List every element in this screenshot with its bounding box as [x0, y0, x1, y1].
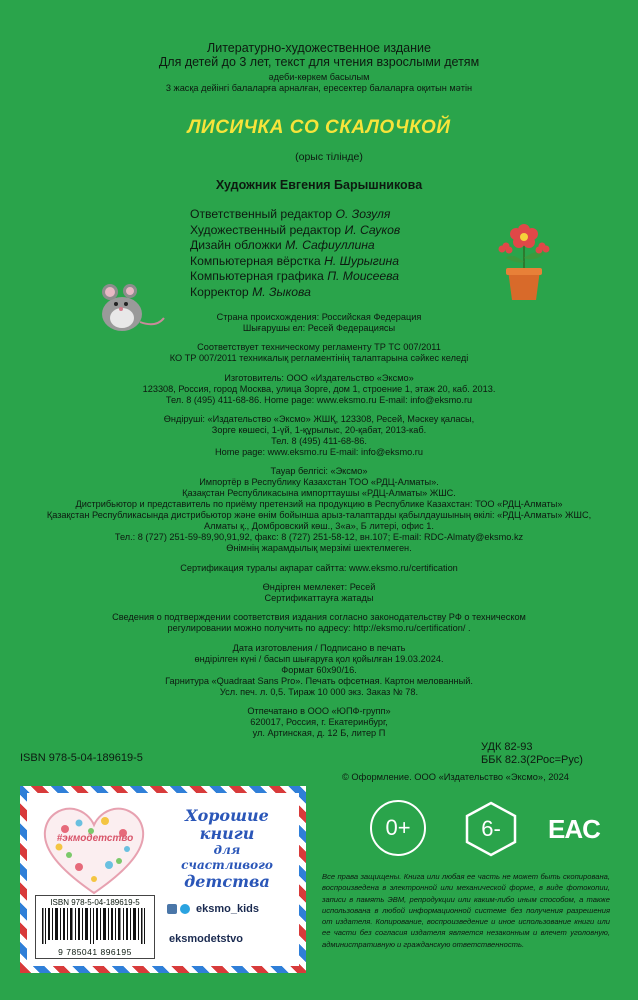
language-note: (орыс тілінде): [295, 151, 363, 163]
book-title: ЛИСИЧКА СО СКАЛОЧКОЙ: [187, 117, 451, 138]
telegram-icon: [180, 904, 190, 914]
importer-line: Импортёр в Республику Казахстан ТОО «РДЦ-Алматы».: [199, 477, 439, 487]
barcode-number: 9 785041 896195: [58, 947, 132, 957]
credit-row: Ответственный редактор О. Зозуля: [190, 207, 391, 221]
certification-info: Сертификация туралы ақпарат сайтта: www.eksmo.ru/certification: [180, 563, 458, 573]
manufacturer-kz-address: Зорге көшесі, 1-үй, 1-құрылыс, 20-қабат, 2013-каб.: [211, 425, 427, 435]
bbk-code: ББК 82.3(2Рос=Рус): [481, 754, 583, 766]
print-run-info: Усл. печ. л. 0,5. Тираж 10 000 экз. Заказ № 78.: [219, 687, 419, 697]
age-note-kz: 3 жасқа дейінгі балаларға арналған, ересектер балаларға оқитын мәтін: [165, 83, 473, 93]
barcode: [35, 895, 155, 959]
edition-type-kz: әдеби-көркем басылым: [268, 72, 370, 82]
slogan-line: для счастливого: [181, 843, 273, 872]
regulation-line: Соответствует техническому регламенту ТР ТС 007/2011: [197, 342, 441, 352]
origin-country-kz: Шығарушы ел: Ресей Федерациясы: [242, 323, 396, 333]
barcode-isbn: ISBN 978-5-04-189619-5: [50, 898, 140, 907]
printer-city: 620017, Россия, г. Екатеринбург,: [250, 717, 388, 727]
age-rating-badge: [370, 800, 426, 856]
credit-row: Компьютерная графика П. Моисеева: [190, 269, 400, 283]
distributor-contacts: Тел.: 8 (727) 251-59-89,90,91,92, факс: 8 (727) 251-58-12, вн.107; E-mail: RDC-Almaty@eksmo.kz: [114, 532, 524, 542]
slogan: [167, 807, 287, 891]
manufacturer-address: 123308, Россия, город Москва, улица Зорге, дом 1, строение 1, этаж 20, каб. 2013.: [142, 384, 496, 394]
regulation-line-kz: КО ТР 007/2011 техникалық регламентінің талаптарына сәйкес келеді: [169, 353, 469, 363]
origin-country: Страна происхождения: Российская Федерация: [216, 312, 422, 322]
barcode-bars: [42, 908, 146, 944]
edition-type: Литературно-художественное издание: [207, 41, 431, 55]
udk-code: УДК 82-93: [481, 741, 533, 753]
rights-notice: Все права защищены. Книга или любая ее часть не может быть скопирована, воспроизведена в электронной или механической форме, в виде фотокопии, записи в память ЭВМ, репродукции или каким-либо иным способом, а также использована в любой информационной системе без получения разрешения от издателя. Копирование, воспроизведение и иное использование книги или ее части без согласия издателя является незаконным и влечет уголовную, административную и гражданскую ответственность.: [322, 872, 610, 949]
vk-icon: [167, 904, 177, 914]
distributor-address: Алматы қ., Домбровский көш., 3«а», Б литері, офис 1.: [204, 521, 434, 531]
format-info: Формат 60x90/16.: [281, 665, 357, 675]
credits-list: [190, 207, 450, 300]
manufacturer-kz-phone: Тел. 8 (495) 411-68-86.: [271, 436, 367, 446]
hashtag-label: #экмодетство: [56, 833, 134, 844]
slogan-line: Хорошие: [185, 806, 269, 825]
social-links: [167, 903, 259, 915]
age-note: Для детей до 3 лет, текст для чтения взрослыми детям: [158, 55, 480, 69]
print-date: өндірілген күні / басып шығаруға қол қойылған 19.03.2024.: [194, 654, 444, 664]
printer-name: Отпечатано в ООО «ЮПФ-групп»: [247, 706, 391, 716]
heart-illustration: [39, 803, 149, 898]
distributor-line-kz: Қазақстан Республикасында дистрибьютор және өнім бойынша арыз-талаптарды қабылдаушының өкілі: «РДЦ-Алматы» ЖШС,: [46, 510, 592, 520]
slogan-line: детства: [184, 872, 270, 891]
credit-row: Компьютерная вёрстка Н. Шурыгина: [190, 253, 399, 268]
manufacturer-kz-line: Өндіруші: «Издательство «Эксмо» ЖШҚ, 123308, Ресей, Мәскеу қаласы,: [163, 414, 475, 424]
credit-row: Дизайн обложки М. Сафиуллина: [190, 238, 375, 252]
shelf-life-note: Өнімнің жарамдылық мерзімі шектелмеген.: [226, 543, 412, 553]
manufacturer-line: Изготовитель: ООО «Издательство «Эксмо»: [224, 373, 414, 383]
age-rating-text: 0+: [385, 815, 411, 840]
promo-envelope: [20, 786, 306, 973]
credit-row: Корректор М. Зыкова: [190, 284, 311, 299]
credit-row: Художественный редактор И. Сауков: [190, 222, 401, 237]
certification-required: Сертификаттауға жатады: [264, 593, 374, 603]
print-date-label: Дата изготовления / Подписано в печать: [232, 643, 406, 653]
copyright-note: © Оформление. ООО «Издательство «Эксмо», 2024: [342, 772, 569, 782]
importer-line-kz: Қазақстан Республикасына импорттаушы «РДЦ-Алматы» ЖШС.: [182, 488, 456, 498]
age-limit-text: 6-: [481, 816, 501, 841]
printer-street: ул. Артинская, д. 12 Б, литер П: [252, 728, 386, 738]
manufacturer-kz-web: Home page: www.eksmo.ru E-mail: info@eksmo.ru: [215, 447, 423, 457]
isbn-number: ISBN 978-5-04-189619-5: [20, 752, 143, 764]
conformity-url: регулировании можно получить по адресу: http://eksmo.ru/certification/ .: [167, 623, 471, 633]
distributor-line: Дистрибьютор и представитель по приёму претензий на продукцию в Республике Казахстан: ТОО «РДЦ-Алматы»: [75, 499, 563, 509]
age-limit-badge: [462, 800, 520, 858]
slogan-line: книги: [199, 824, 255, 843]
artist-credit: Художник Евгения Барышникова: [215, 178, 423, 192]
site-name: eksmodetstvo: [169, 933, 243, 945]
flower-pot-illustration: [494, 212, 554, 304]
produced-country: Өндірген мемлекет: Ресей: [262, 582, 376, 592]
eac-mark: [545, 800, 603, 858]
classification-codes: [481, 741, 583, 767]
conformity-info: Сведения о подтверждении соответствия издания согласно законодательству РФ о техническом: [112, 612, 526, 622]
social-handle: eksmo_kids: [196, 903, 259, 915]
manufacturer-contacts: Тел. 8 (495) 411-68-86. Home page: www.eksmo.ru E-mail: info@eksmo.ru: [165, 395, 473, 405]
typeface-info: Гарнитура «Quadraat Sans Pro». Печать офсетная. Картон мелованный.: [165, 676, 473, 686]
trademark-line: Тауар белгісі: «Эксмо»: [270, 466, 368, 476]
eac-text: EAC: [548, 813, 600, 844]
